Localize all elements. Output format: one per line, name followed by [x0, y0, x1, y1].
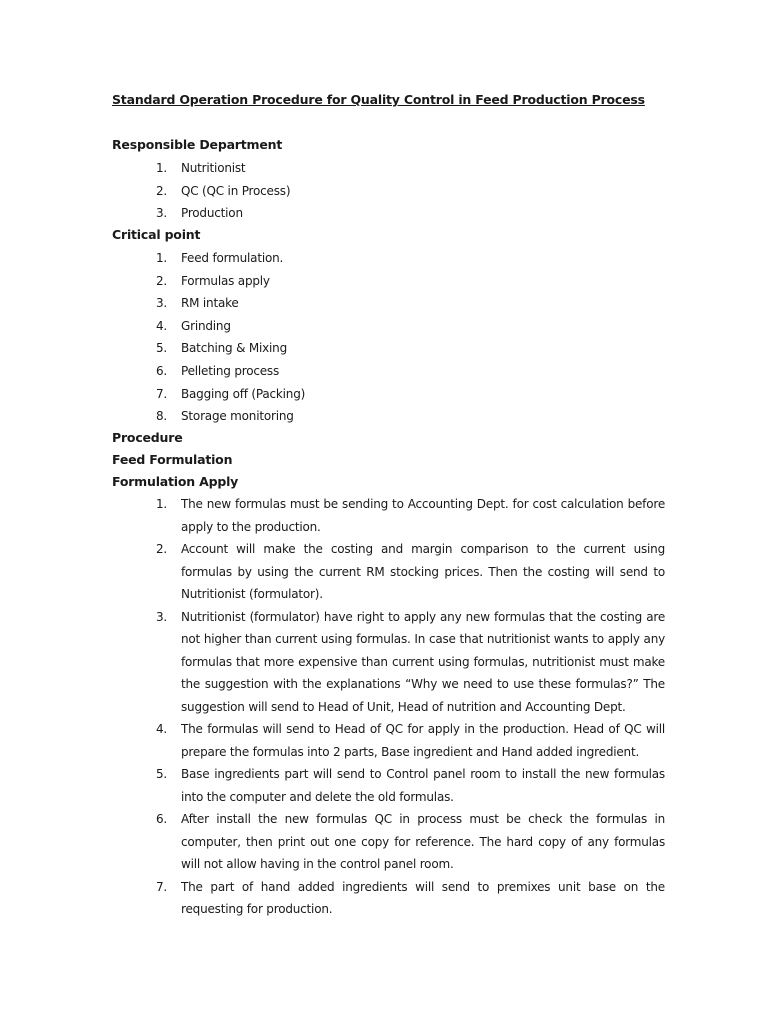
list-item-text: QC (QC in Process) [181, 183, 291, 198]
list-item-text: Feed formulation. [181, 251, 284, 265]
list-item-text: Bagging off (Packing) [181, 386, 306, 401]
list-item-text: The new formulas must be sending to Accounting Dept. for cost calculation before apply to the production. [181, 497, 665, 534]
list-item-text: Base ingredients part will send to Control panel room to install the new formulas into the computer and delete the old formulas. [181, 767, 665, 804]
list-item-text: Nutritionist [181, 161, 246, 175]
list-item-number: 1. [156, 497, 168, 511]
list-item-text: RM intake [181, 296, 239, 311]
list-item-number: 3. [156, 609, 168, 624]
list-item-number: 7. [156, 386, 168, 401]
feed-formulation-heading: Feed Formulation [112, 452, 233, 467]
formulation-apply-list [0, 493, 665, 921]
list-item [0, 493, 665, 538]
list-item [0, 718, 665, 763]
formulation-apply-heading: Formulation Apply [112, 474, 239, 489]
list-item-number: 8. [156, 409, 168, 424]
critical-point-heading: Critical point [112, 227, 201, 242]
list-item-text: The formulas will send to Head of QC for apply in the production. Head of QC will prepare the formulas into 2 parts, Base ingredient and Hand added ingredient. [181, 722, 665, 759]
list-item-text: Grinding [181, 318, 231, 333]
list-item-number: 7. [156, 879, 168, 894]
list-item-text: Formulas apply [181, 273, 270, 288]
list-item-number: 4. [156, 722, 168, 736]
list-item [0, 538, 665, 606]
document-title: Standard Operation Procedure for Quality Control in Feed Production Process [112, 92, 645, 107]
list-item-text: Production [181, 206, 243, 221]
list-item-number: 6. [156, 812, 168, 826]
list-item-text: Storage monitoring [181, 409, 294, 424]
list-item-text: After install the new formulas QC in process must be check the formulas in computer, then print out one copy for reference. The hard copy of any formulas will not allow having in the control panel room. [181, 812, 665, 871]
procedure-heading: Procedure [112, 430, 183, 445]
responsible-department-heading: Responsible Department [112, 137, 283, 152]
list-item-number: 1. [156, 251, 168, 265]
list-item-text: Nutritionist (formulator) have right to apply any new formulas that the costing are not higher than current using formulas. In case that nutritionist wants to apply any formulas that more expensive than current using formulas, nutritionist must make the suggestion with the explanations “Why we need to use these formulas?” The suggestion will send to Head of Unit, Head of nutrition and Accounting Dept. [181, 609, 665, 714]
list-item-number: 4. [156, 318, 168, 333]
list-item [0, 876, 665, 921]
list-item-number: 3. [156, 206, 168, 221]
list-item-number: 1. [156, 161, 168, 175]
list-item-text: Batching & Mixing [181, 341, 287, 356]
list-item-number: 6. [156, 363, 168, 378]
list-item [0, 808, 665, 876]
list-item-number: 5. [156, 767, 168, 781]
list-item-text: Pelleting process [181, 363, 280, 378]
list-item-number: 2. [156, 273, 168, 288]
list-item-number: 2. [156, 183, 168, 198]
list-item [0, 763, 665, 808]
list-item-number: 2. [156, 542, 168, 556]
list-item-text: Account will make the costing and margin comparison to the current using formulas by using the current RM stocking prices. Then the costing will send to Nutritionist (formulator). [181, 542, 665, 601]
list-item [0, 606, 665, 719]
list-item-number: 3. [156, 296, 168, 311]
list-item-number: 5. [156, 341, 168, 356]
list-item-text: The part of hand added ingredients will send to premixes unit base on the requesting for production. [181, 879, 665, 916]
